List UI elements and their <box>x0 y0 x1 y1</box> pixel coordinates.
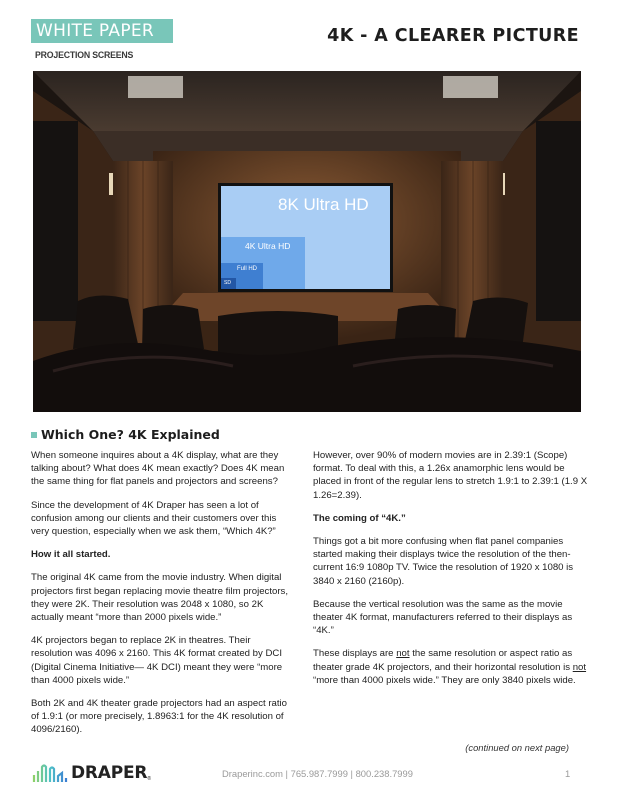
section-heading-text: Which One? 4K Explained <box>41 427 220 442</box>
underlined-not: not <box>396 648 410 660</box>
square-bullet-icon <box>31 432 37 438</box>
white-paper-badge: WHITE PAPER <box>31 19 173 43</box>
paragraph: When someone inquires about a 4K display, what are they talking about? What does 4K mean exactly? Does 4K mean the same thing for flat panels and projectors and screens? <box>31 450 285 488</box>
continued-note: (continued on next page) <box>465 742 569 753</box>
draper-logo <box>32 762 151 782</box>
subheading-coming-of-4k: The coming of “4K.” <box>313 512 406 524</box>
right-column <box>313 449 588 697</box>
text-run: “more than 4000 pixels wide.” They are only 3840 pixels wide. <box>313 674 576 686</box>
logo-wordmark: DRAPER <box>71 763 148 783</box>
text-run: These displays are <box>313 648 397 660</box>
paragraph: Things got a bit more confusing when flat panel companies started making their displays twice the resolution of the then-current 16:9 1080p TV. Twice the resolution of 1920 x 1080 is 3840 x 2160 (2160p). <box>313 536 574 587</box>
label-fullhd: Full HD <box>237 266 258 272</box>
paragraph: Because the vertical resolution was the same as the movie theater 4K format, manufacturers referred to their displays as “4K.” <box>313 598 573 637</box>
document-title: 4K - A CLEARER PICTURE <box>327 26 579 46</box>
page-number: 1 <box>565 768 571 779</box>
paragraph: Both 2K and 4K theater grade projectors had an aspect ratio of 1.9:1 (or more precisely, 1.8963:1 for the 4K resolution of 4096/2160). <box>31 698 288 736</box>
draper-skyline-icon <box>32 764 70 782</box>
label-4k: 4K Ultra HD <box>245 241 291 251</box>
text-run: the same resolution or aspect ratio as theater grade 4K projectors, and their horizontal resolution is <box>313 648 573 673</box>
paragraph: Since the development of 4K Draper has seen a lot of confusion among our clients and their customers over this very question, especially when we ask them, “Which 4K?” <box>31 499 277 538</box>
home-theater-photo <box>33 71 581 412</box>
registered-mark: ® <box>147 776 152 782</box>
paragraph: 4K projectors began to replace 2K in theatres. Their resolution was 4096 x 2160. This 4K format created by DCI (Digital Cinema Initiative— 4K DCI) meant they were “more than 4000 pixels wide.” <box>31 635 283 686</box>
label-sd: SD <box>224 280 231 286</box>
category-label: PROJECTION SCREENS <box>35 50 134 61</box>
subheading-how-it-started: How it all started. <box>31 549 111 561</box>
paragraph: The original 4K came from the movie industry. When digital projectors first began replacing movie theatre film projectors, they were 2K. Their resolution was 2048 x 1080, so 2K actually meant “more than 2000 pixels wide.” <box>31 572 289 624</box>
section-heading <box>31 427 220 442</box>
underlined-not: not <box>572 661 587 673</box>
paragraph: However, over 90% of modern movies are in 2.39:1 (Scope) format. To deal with this, a 1.26x anamorphic lens would be placed in front of the regular lens to stretch 1.9:1 to 2.39:1 (1.9 X 1.26=2.39). <box>313 450 588 501</box>
label-8k: 8K Ultra HD <box>278 195 369 214</box>
paragraph-not-same <box>313 647 588 687</box>
left-column <box>31 449 293 747</box>
footer-contact: Draperinc.com | 765.987.7999 | 800.238.7999 <box>222 768 413 779</box>
